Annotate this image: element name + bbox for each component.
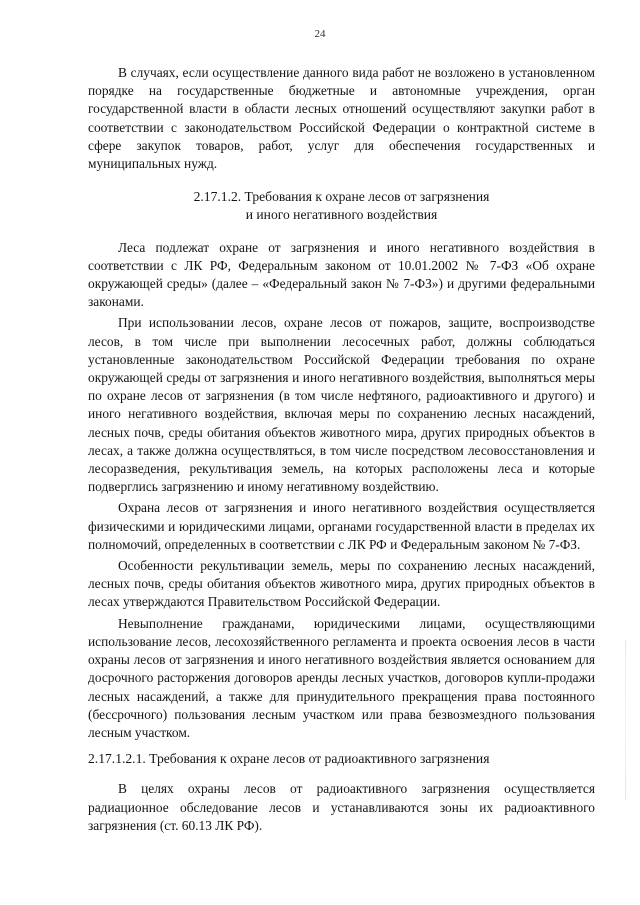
paragraph-contract-termination: Невыполнение гражданами, юридическими лицами, осуществляющими использование лесов, лесохозяйственного регламента и проекта освоения лесов в части охраны лесов от загрязнения и иного негативного воздействия является основанием для досрочного расторжения договоров аренды лесных участков, договоров купли-продажи лесных насаждений, а также для принудительного прекращения права постоянного (бессрочного) пользования лесным участком или права безвозмездного пользования лесным участком.: [88, 615, 595, 740]
section-heading: [88, 188, 595, 224]
paragraph-responsible-parties: Охрана лесов от загрязнения и иного негативного воздействия осуществляется физическими и юридическими лицами, органами государственной власти в пределах их полномочий, определенных в соответствии с ЛК РФ и Федеральным законом № 7-ФЗ.: [88, 500, 595, 552]
section-heading-line-1: 2.17.1.2. Требования к охране лесов от загрязнения: [193, 189, 490, 205]
paragraph-procurement: В случаях, если осуществление данного вида работ не возложено в установленном порядке на государственные бюджетные и автономные учреждения, орган государственной власти в области лесных отношений осуществляют закупки работ в соответствии с законодательством Российской Федерации о контрактной системе в сфере закупок товаров, работ, услуг для обеспечения государственных и муниципальных нужд.: [88, 65, 595, 172]
scan-edge-mark: [625, 640, 626, 800]
paragraph-recultivation: Особенности рекультивации земель, меры по сохранению лесных насаждений, лесных почв, среды обитания объектов животного мира, других природных объектов в лесах утверждаются Правительством Российской Федерации.: [88, 558, 595, 610]
page-content: [88, 64, 595, 838]
section-heading-line-2: и иного негативного воздействия: [245, 207, 438, 223]
paragraph-legal-basis: Леса подлежат охране от загрязнения и иного негативного воздействия в соответствии с ЛК РФ, Федеральным законом от 10.01.2002 № 7-ФЗ «Об охране окружающей среды» (далее – «Федеральный закон № 7-ФЗ») и другими федеральными законами.: [88, 239, 595, 310]
subsection-heading: 2.17.1.2.1. Требования к охране лесов от радиоактивного загрязнения: [88, 751, 490, 767]
page-number: 24: [314, 28, 326, 40]
paragraph-protection-measures: При использовании лесов, охране лесов от пожаров, защите, воспроизводстве лесов, в том числе при выполнении лесосечных работ, должны соблюдаться установленные законодательством Российской Федерации требования по охране окружающей среды от загрязнения и иного негативного воздействия, выполняться меры по охране лесов от загрязнения (в том числе нефтяного, радиоактивного и другого) и иного негативного воздействия, включая меры по сохранению лесных насаждений, лесных почв, среды обитания объектов животного мира, других природных объектов в лесах, а также должна осуществляться, в том числе посредством лесовосстановления и лесоразведения, рекультивация земель, на которых расположены леса и которые подверглись загрязнению и иному негативному воздействию.: [88, 315, 595, 495]
paragraph-radiation-survey: В целях охраны лесов от радиоактивного загрязнения осуществляется радиационное обследование лесов и устанавливаются зоны их радиоактивного загрязнения (ст. 60.13 ЛК РФ).: [88, 781, 595, 833]
